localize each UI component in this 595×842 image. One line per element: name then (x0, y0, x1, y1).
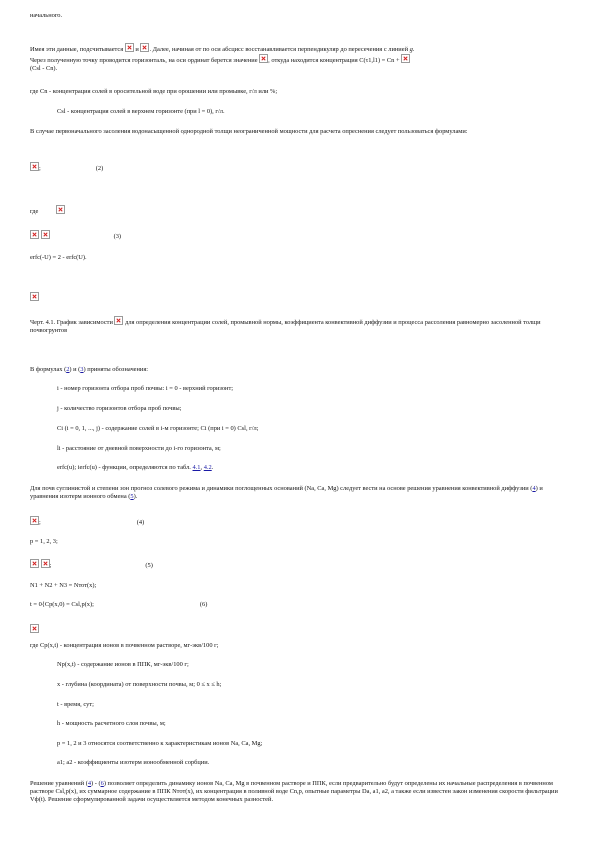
text-line: erfc(-U) = 2 - erfc(U). (30, 254, 87, 261)
list-item: j - количество горизонтов отбора проб почвы; (57, 405, 182, 412)
formula-link[interactable]: 6 (100, 780, 104, 787)
paragraph: Решение уравнений (4) - (6) позволяет определить динамику ионов Na, Ca, Mg в почвенном растворе и ППК, если предварительно будут определены их начальные распределения в почвенном растворе Csl,p(x), их суммарное содержание в ППК Nтот(x), их концентрация в поливной воде Cn,p, опытные параметры Da, a1, a2, а также если известен закон изменения скорости фильтрации Vф(t). Решение сформулированной задачи осуществляется методом конечных разностей. (30, 780, 558, 804)
broken-image-icon (30, 516, 39, 525)
formula-line: (3) (30, 230, 569, 241)
broken-image-icon (140, 43, 149, 52)
broken-image-icon (259, 54, 268, 63)
broken-image-icon (41, 559, 50, 568)
text-line: p = 1, 2, 3; (30, 538, 58, 545)
broken-image-icon (30, 292, 39, 301)
paragraph: Имея эти данные, подсчитывается и . Далее, начиная от по оси абсцисс восстанавливается перпендикуляр до пересечения с линией g. Через полученную точку проводится горизонталь, на оси ординат берется значение , откуда находится концентрация C(τ1,l1) = Cn + (Csl - Cn). (30, 43, 569, 74)
broken-image-icon (56, 205, 65, 214)
formula-line: где (30, 205, 569, 216)
broken-image-icon (401, 54, 410, 63)
formula-link[interactable]: 4 (532, 485, 536, 492)
text-line: где Cn - концентрация солей в оросительной воде при орошении или промывке, г/л или %; (30, 88, 278, 95)
formula-line: ; (2) (30, 162, 569, 173)
formula-image (30, 624, 569, 635)
list-item: где Cp(x,t) - концентрация ионов в почвенном растворе, мг-экв/100 г; (30, 642, 219, 649)
formula-link[interactable]: 2 (66, 366, 70, 373)
list-item: Ci (i = 0, 1, ..., j) - содержание солей в i-м горизонте; Ci (при i = 0) Csl, г/л; (57, 425, 259, 432)
broken-image-icon (30, 230, 39, 239)
text-line: Csl - концентрация солей в верхнем горизонте (при l = 0), г/л. (57, 108, 225, 115)
text-line: В формулах (2) и (3) приняты обозначения: (30, 366, 149, 373)
broken-image-icon (125, 43, 134, 52)
formula-line: ; (5) (30, 559, 569, 570)
list-item: p = 1, 2 и 3 относятся соответственно к характеристикам ионов Na, Ca, Mg; (57, 740, 263, 747)
list-item: Np(x,t) - содержание ионов в ППК, мг-экв/100 г; (57, 661, 189, 668)
list-item: x - глубина (координата) от поверхности почвы, м; 0 ≤ x ≤ h; (57, 681, 222, 688)
broken-image-icon (30, 162, 39, 171)
list-item: li - расстояние от дневной поверхности до i-го горизонта, м; (57, 445, 221, 452)
table-link[interactable]: 4.1 (192, 464, 201, 471)
paragraph: Для почв суглинистой и степени зон прогноз солевого режима и динамики поглощенных оснований (Na, Ca, Mg) следует вести на основе решения уравнения конвективной диффузии (4) и уравнения изотерм ионного обмена (5). (30, 485, 543, 501)
figure-caption: Черт. 4.1. График зависимости для определения концентрации солей, промывной нормы, коэффициента конвективной диффузии и процесса рассоления равномерно засоленной толщи почвогрунтов (30, 316, 569, 335)
table-link[interactable]: 4.2 (203, 464, 212, 471)
list-item: t - время, сут; (57, 701, 94, 708)
list-item: a1; a2 - коэффициенты изотерм ионообменной сорбции. (57, 759, 210, 766)
formula-link[interactable]: 3 (80, 366, 84, 373)
list-item: erfc(u); ierfc(u) - функции, определяются по табл. 4.1, 4.2. (57, 464, 214, 471)
list-item: i - номер горизонта отбора проб почвы: i = 0 - верхний горизонт; (57, 385, 234, 392)
broken-image-icon (41, 230, 50, 239)
paragraph: В случае первоначального засоления водонасыщенной однородной толщи неограниченной мощности для расчета опреснения следует пользоваться формулами: (30, 128, 468, 135)
formula-line: ; (4) (30, 516, 569, 527)
text-line: N1 + N2 + N3 = Nтот(x); (30, 582, 97, 589)
broken-image-icon (30, 624, 39, 633)
formula-link[interactable]: 4 (87, 780, 92, 787)
figure-image (30, 292, 569, 303)
broken-image-icon (114, 316, 123, 325)
formula-link[interactable]: 5 (130, 493, 134, 501)
list-item: h - мощность расчетного слоя почвы, м; (57, 720, 166, 727)
broken-image-icon (30, 559, 39, 568)
formula-line: t = 0{Cp(x,0) = Csl,p(x); (6) (30, 601, 208, 608)
text-line: начального. (30, 12, 63, 19)
